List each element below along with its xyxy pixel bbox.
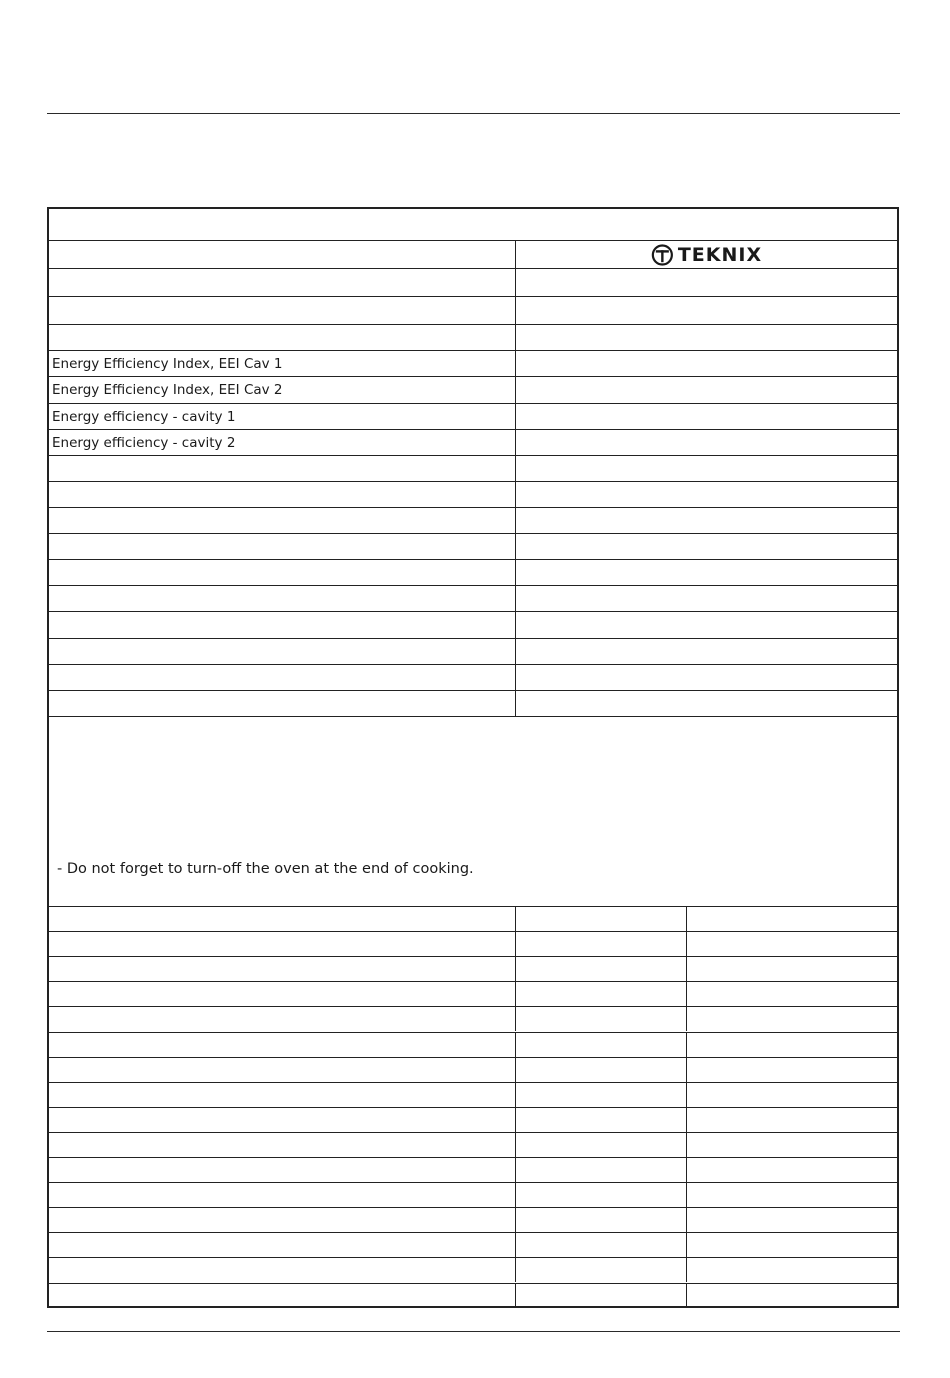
spec-value-cell — [515, 586, 897, 611]
spec-value-cell — [515, 269, 897, 296]
grid-cell — [515, 957, 686, 981]
grid-cell — [686, 932, 897, 956]
grid-cell — [686, 1208, 897, 1232]
grid-row — [49, 1107, 897, 1132]
grid-cell — [686, 1108, 897, 1132]
grid-cell — [686, 1083, 897, 1107]
spec-row — [49, 481, 897, 507]
grid-cell — [515, 1258, 686, 1282]
spec-value-cell — [515, 534, 897, 559]
brand-cell — [515, 241, 897, 268]
spec-row — [49, 296, 897, 324]
spec-row — [49, 664, 897, 690]
grid-cell — [515, 932, 686, 956]
grid-cell — [515, 1284, 686, 1308]
tips-section — [49, 716, 897, 906]
spec-row — [49, 585, 897, 611]
grid-row — [49, 931, 897, 956]
grid-cell — [515, 1133, 686, 1157]
grid-cell — [515, 1183, 686, 1207]
spec-value-cell — [515, 508, 897, 533]
grid-cell — [515, 1007, 686, 1031]
grid-row — [49, 1082, 897, 1107]
spec-value-cell — [515, 377, 897, 403]
spec-value-cell — [515, 404, 897, 429]
grid-row — [49, 1057, 897, 1082]
grid-row — [49, 981, 897, 1006]
grid-cell — [686, 957, 897, 981]
spec-value-cell — [515, 351, 897, 376]
grid-cell — [686, 1284, 897, 1308]
grid-cell — [686, 1133, 897, 1157]
grid-cell — [515, 1058, 686, 1082]
grid-cell — [686, 1058, 897, 1082]
grid-cell — [686, 1033, 897, 1057]
spec-row — [49, 638, 897, 664]
spec-label: Energy Efficiency Index, EEI Cav 1 — [52, 355, 283, 372]
grid-row — [49, 1283, 897, 1308]
grid-row — [49, 1257, 897, 1282]
spec-value-cell — [515, 482, 897, 507]
spec-row — [49, 455, 897, 481]
grid-cell — [515, 907, 686, 931]
spec-value-cell — [515, 430, 897, 455]
spec-value-cell — [515, 456, 897, 481]
grid-cell — [515, 1108, 686, 1132]
grid-cell — [686, 1007, 897, 1031]
grid-row — [49, 1006, 897, 1031]
grid-cell — [686, 1183, 897, 1207]
brand-name: TEKNIX — [677, 243, 763, 266]
spec-label: Energy Efficiency Index, EEI Cav 2 — [52, 382, 283, 398]
tip-text: - Do not forget to turn-off the oven at the end of cooking. — [57, 861, 474, 877]
spec-value-cell — [515, 612, 897, 638]
teknix-logo-icon — [651, 244, 673, 266]
grid-row — [49, 906, 897, 931]
grid-row — [49, 1182, 897, 1207]
grid-cell — [515, 1083, 686, 1107]
grid-row — [49, 1032, 897, 1057]
grid-cell — [515, 1033, 686, 1057]
spec-value-cell — [515, 691, 897, 716]
spec-row — [49, 324, 897, 350]
spec-value-cell — [515, 639, 897, 664]
spec-row — [49, 611, 897, 638]
grid-cell — [686, 982, 897, 1006]
spec-row — [49, 429, 897, 455]
spec-label: Energy efficiency - cavity 1 — [52, 408, 236, 425]
grid-row — [49, 956, 897, 981]
spec-row — [49, 533, 897, 559]
spec-row — [49, 507, 897, 533]
grid-cell — [686, 1158, 897, 1182]
spec-row — [49, 268, 897, 296]
grid-cell — [686, 907, 897, 931]
brand-logo — [651, 244, 762, 266]
grid-row — [49, 1132, 897, 1157]
grid-row — [49, 1232, 897, 1257]
brand-row — [49, 240, 897, 268]
spec-value-cell — [515, 297, 897, 324]
grid-cell — [686, 1258, 897, 1282]
grid-cell — [515, 1208, 686, 1232]
spec-value-cell — [515, 560, 897, 585]
product-fiche-table — [47, 207, 899, 1308]
grid-cell — [686, 1233, 897, 1257]
grid-row — [49, 1207, 897, 1232]
spec-row — [49, 559, 897, 585]
spec-row — [49, 350, 897, 376]
spec-value-cell — [515, 325, 897, 350]
spec-label: Energy efficiency - cavity 2 — [52, 434, 236, 451]
grid-row — [49, 1157, 897, 1182]
spec-section-end — [49, 690, 897, 716]
spec-row — [49, 403, 897, 429]
grid-cell — [515, 1158, 686, 1182]
grid-cell — [515, 1233, 686, 1257]
grid-cell — [515, 982, 686, 1006]
spec-value-cell — [515, 665, 897, 690]
spec-row — [49, 376, 897, 403]
header-rule — [47, 113, 900, 114]
footer-rule — [47, 1331, 900, 1332]
